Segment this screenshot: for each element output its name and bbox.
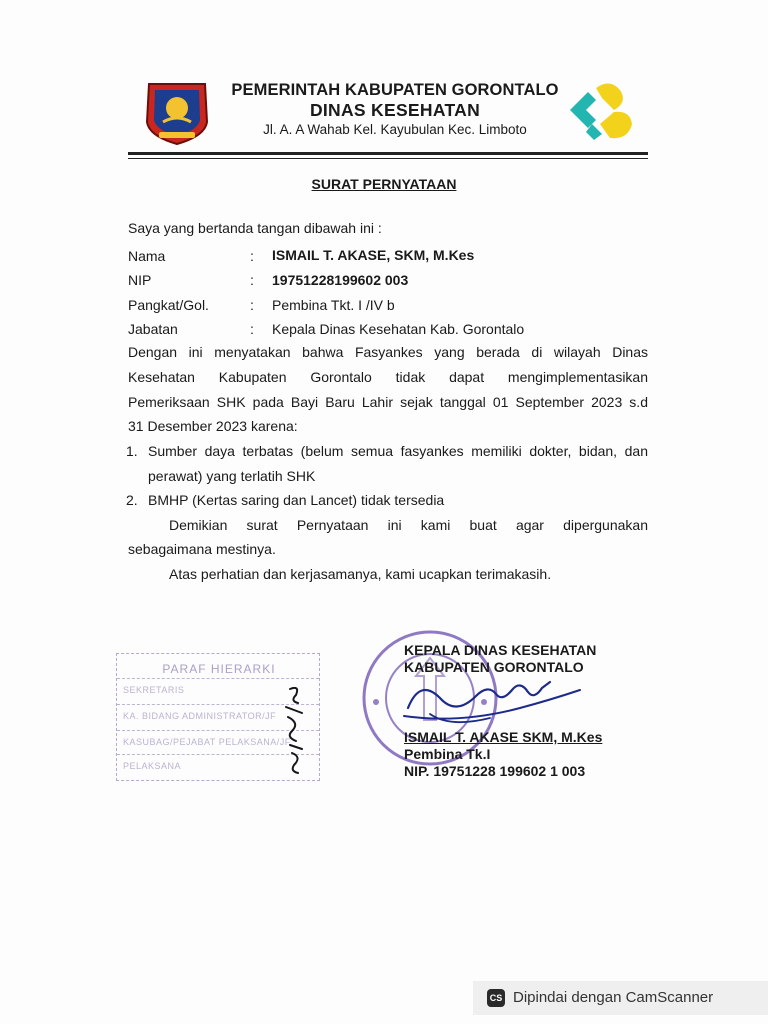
paraf-row-label: SEKRETARIS — [123, 685, 185, 695]
statement-line: Kesehatan Kabupaten Gorontalo tidak dapat mengimplementasikan — [128, 369, 648, 385]
letterhead-address: Jl. A. A Wahab Kel. Kayubulan Kec. Limboto — [263, 122, 527, 137]
reason-number: 1. — [126, 443, 138, 459]
reason-text: perawat) yang terlatih SHK — [148, 468, 316, 484]
statement-line: 31 Desember 2023 karena: — [128, 418, 298, 434]
letterhead-rule-thin — [128, 158, 648, 159]
signer-regency: KABUPATEN GORONTALO — [404, 659, 584, 675]
closing-thanks: Atas perhatian dan kerjasamanya, kami ucapkan terimakasih. — [169, 566, 552, 582]
identity-value-name: ISMAIL T. AKASE, SKM, M.Kes — [272, 247, 475, 263]
identity-label-position: Jabatan — [128, 321, 178, 337]
identity-label-nip: NIP — [128, 272, 152, 288]
identity-colon: : — [250, 321, 254, 337]
signer-rank: Pembina Tk.I — [404, 746, 491, 762]
closing-line: sebagaimana mestinya. — [128, 541, 276, 557]
identity-colon: : — [250, 272, 254, 288]
identity-colon: : — [250, 297, 254, 313]
letterhead-rule-thick — [128, 152, 648, 155]
statement-line: Dengan ini menyatakan bahwa Fasyankes yang berada di wilayah Dinas — [128, 344, 648, 360]
statement-line: Pemeriksaan SHK pada Bayi Baru Lahir sejak tanggal 01 September 2023 s.d — [128, 394, 648, 410]
paraf-row-label: KA. BIDANG ADMINISTRATOR/JF — [123, 711, 277, 721]
camscanner-watermark — [473, 981, 768, 1015]
paraf-row-label: KASUBAG/PEJABAT PELAKSANA/JF — [123, 737, 291, 747]
paraf-row-label: PELAKSANA — [123, 761, 182, 771]
document-title: SURAT PERNYATAAN — [311, 176, 457, 192]
reason-number: 2. — [126, 492, 138, 508]
reason-text: Sumber daya terbatas (belum semua fasyankes memiliki dokter, bidan, dan — [148, 443, 648, 459]
identity-label-rank: Pangkat/Gol. — [128, 297, 209, 313]
signer-position: KEPALA DINAS KESEHATAN — [404, 642, 597, 658]
identity-colon: : — [250, 248, 254, 264]
camscanner-icon: CS — [487, 989, 505, 1007]
identity-value-rank: Pembina Tkt. I /IV b — [272, 297, 395, 313]
camscanner-text: Dipindai dengan CamScanner — [513, 989, 714, 1006]
signer-name: ISMAIL T. AKASE SKM, M.Kes — [404, 729, 603, 745]
intro-text: Saya yang bertanda tangan dibawah ini : — [128, 220, 382, 236]
identity-value-nip: 19751228199602 003 — [272, 272, 409, 288]
identity-label-name: Nama — [128, 248, 166, 264]
handwritten-signature — [400, 668, 590, 732]
signer-nip: NIP. 19751228 199602 1 003 — [404, 763, 586, 779]
reason-text: BMHP (Kertas saring dan Lancet) tidak tersedia — [148, 492, 445, 508]
kemenkes-logo — [566, 80, 636, 142]
closing-line: Demikian surat Pernyataan ini kami buat agar dipergunakan — [169, 517, 648, 533]
letterhead-government: PEMERINTAH KABUPATEN GORONTALO — [231, 81, 559, 99]
paraf-title: PARAF HIERARKI — [162, 662, 276, 676]
paraf-initials-signature — [276, 683, 310, 778]
identity-value-position: Kepala Dinas Kesehatan Kab. Gorontalo — [272, 321, 525, 337]
letterhead-agency: DINAS KESEHATAN — [309, 100, 481, 120]
